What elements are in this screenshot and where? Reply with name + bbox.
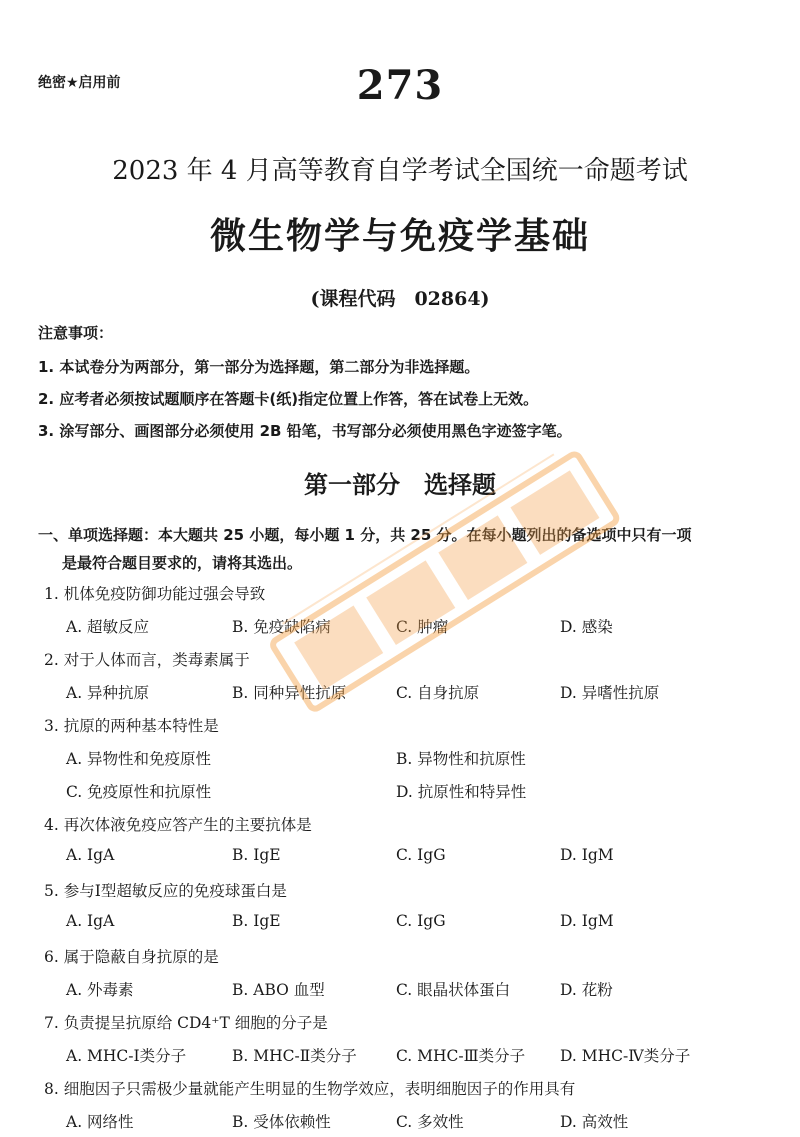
exam-title: 2023 年 4 月高等教育自学考试全国统一命题考试 — [112, 156, 688, 186]
option-c: C. 眼晶状体蛋白 — [396, 981, 511, 999]
option-a: A. IgA — [66, 846, 115, 864]
question-stem: 2. 对于人体而言，类毒素属于 — [44, 651, 250, 669]
option-d: D. MHC-Ⅳ类分子 — [560, 1047, 691, 1065]
option-b: B. MHC-Ⅱ类分子 — [232, 1047, 357, 1065]
question-stem: 3. 抗原的两种基本特性是 — [44, 717, 219, 735]
option-d: D. 高效性 — [560, 1113, 629, 1131]
code-number: 273 — [356, 62, 444, 109]
option-c: C. 肿瘤 — [396, 618, 449, 636]
question-stem: 4. 再次体液免疫应答产生的主要抗体是 — [44, 816, 312, 834]
option-b: B. 同种异性抗原 — [232, 684, 347, 702]
option-a: A. IgA — [66, 912, 115, 930]
option-a: A. MHC-Ⅰ类分子 — [66, 1047, 187, 1065]
option-d: D. 异嗜性抗原 — [560, 684, 660, 702]
option-d: D. IgM — [560, 912, 614, 930]
question-stem: 7. 负责提呈抗原给 CD4⁺T 细胞的分子是 — [44, 1014, 328, 1032]
section-instruction: 一、单项选择题：本大题共 25 小题，每小题 1 分，共 25 分。在每小题列出的备选项中只有一项 — [38, 526, 692, 544]
option-d: D. 抗原性和特异性 — [396, 783, 527, 801]
option-a: A. 外毒素 — [66, 981, 134, 999]
notice-item: 3. 涂写部分、画图部分必须使用 2B 铅笔，书写部分必须使用黑色字迹签字笔。 — [38, 422, 572, 440]
option-c: C. IgG — [396, 912, 446, 930]
notice-item: 2. 应考者必须按试题顺序在答题卡(纸)指定位置上作答，答在试卷上无效。 — [38, 390, 539, 408]
option-b: B. IgE — [232, 846, 281, 864]
option-a: A. 超敏反应 — [66, 618, 150, 636]
option-a: A. 网络性 — [66, 1113, 134, 1131]
secret-label: 绝密★启用前 — [38, 75, 121, 91]
notice-heading: 注意事项： — [38, 324, 114, 342]
section-instruction: 是最符合题目要求的，请将其选出。 — [62, 554, 303, 572]
notice-item: 1. 本试卷分为两部分，第一部分为选择题，第二部分为非选择题。 — [38, 358, 480, 376]
question-stem: 6. 属于隐蔽自身抗原的是 — [44, 948, 219, 966]
option-b: B. IgE — [232, 912, 281, 930]
option-a: A. 异物性和免疫原性 — [66, 750, 212, 768]
option-b: B. 免疫缺陷病 — [232, 618, 331, 636]
option-d: D. IgM — [560, 846, 614, 864]
option-b: B. 异物性和抗原性 — [396, 750, 526, 768]
option-d: D. 感染 — [560, 618, 613, 636]
option-a: A. 异种抗原 — [66, 684, 150, 702]
option-c: C. IgG — [396, 846, 446, 864]
option-c: C. 自身抗原 — [396, 684, 480, 702]
option-b: B. ABO 血型 — [232, 981, 325, 999]
option-c: C. MHC-Ⅲ类分子 — [396, 1047, 526, 1065]
question-stem: 8. 细胞因子只需极少量就能产生明显的生物学效应，表明细胞因子的作用具有 — [44, 1080, 576, 1098]
question-stem: 1. 机体免疫防御功能过强会导致 — [44, 585, 266, 603]
option-c: C. 多效性 — [396, 1113, 464, 1131]
course-code: (课程代码 02864) — [310, 288, 490, 310]
question-stem: 5. 参与Ⅰ型超敏反应的免疫球蛋白是 — [44, 882, 287, 900]
subject-title: 微生物学与免疫学基础 — [209, 215, 590, 257]
part-title: 第一部分 选择题 — [304, 470, 496, 499]
option-b: B. 受体依赖性 — [232, 1113, 331, 1131]
option-c: C. 免疫原性和抗原性 — [66, 783, 212, 801]
option-d: D. 花粉 — [560, 981, 613, 999]
